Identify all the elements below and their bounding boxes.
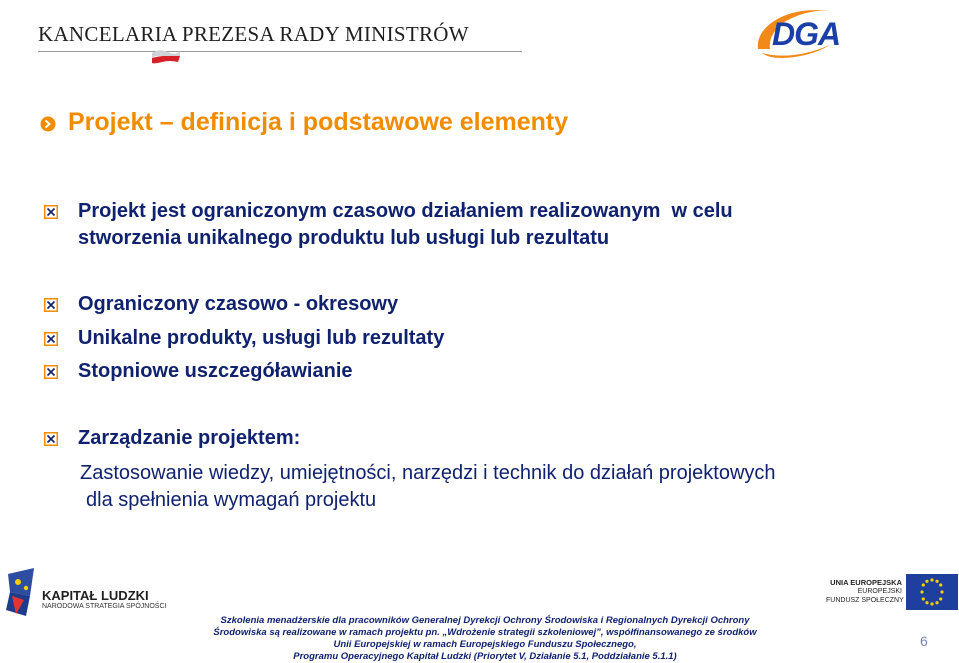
x-box-bullet-icon — [44, 432, 58, 446]
eu-line-1: UNIA EUROPEJSKA — [830, 578, 902, 587]
management-line-2: dla spełnienia wymagań projektu — [86, 489, 377, 511]
eu-efs-logo — [826, 574, 958, 612]
eu-line-3: FUNDUSZ SPOŁECZNY — [826, 597, 904, 604]
page-number: 6 — [920, 633, 928, 649]
org-title: KANCELARIA PREZESA RADY MINISTRÓW — [38, 22, 469, 46]
definition-line-1: Projekt jest ograniczonym czasowo działaniem realizowanym w celu — [78, 200, 733, 222]
footer-line-2: Środowiska są realizowane w ramach projektu pn. „Wdrożenie strategii szkoleniowej”, współfinansowanego ze środków — [213, 627, 757, 638]
x-box-bullet-icon — [44, 365, 58, 379]
footer-funding-note — [190, 615, 780, 663]
kapital-ludzki-subtitle: NARODOWA STRATEGIA SPÓJNOŚCI — [42, 603, 167, 610]
dga-logo-text: DGA — [772, 16, 841, 52]
eu-line-2: EUROPEJSKI — [857, 588, 902, 595]
footer-line-1: Szkolenia menadżerskie dla pracowników Generalnej Dyrekcji Ochrony Środowiska i Regionalnych Dyrekcji Ochrony — [220, 615, 750, 626]
x-box-bullet-icon — [44, 332, 58, 346]
feature-item: Unikalne produkty, usługi lub rezultaty — [78, 327, 445, 349]
management-heading: Zarządzanie projektem: — [78, 427, 301, 449]
eu-logo-text — [826, 578, 902, 605]
orange-chevron-bullet-icon — [40, 116, 56, 132]
management-line-1: Zastosowanie wiedzy, umiejętności, narzędzi i technik do działań projektowych — [80, 462, 776, 484]
footer-line-3: Unii Europejskiej w ramach Europejskiego Funduszu Społecznego, — [333, 639, 637, 650]
x-box-bullet-icon — [44, 298, 58, 312]
x-box-bullet-icon — [44, 205, 58, 219]
eu-flag-icon — [906, 574, 958, 610]
dga-logo — [752, 3, 848, 61]
definition-text — [78, 198, 733, 252]
header-divider — [38, 51, 522, 52]
kapital-ludzki-logo — [4, 566, 179, 626]
kapital-ludzki-emblem-icon — [4, 566, 40, 622]
footer-line-4: Programu Operacyjnego Kapitał Ludzki (Priorytet V, Działanie 5.1, Poddziałanie 5.1.1) — [293, 651, 677, 662]
polish-flag-icon — [150, 48, 182, 64]
kapital-ludzki-title: KAPITAŁ LUDZKI — [42, 588, 149, 603]
management-description — [80, 460, 776, 514]
feature-item: Ograniczony czasowo - okresowy — [78, 293, 399, 315]
definition-line-2: stworzenia unikalnego produktu lub usługi lub rezultatu — [78, 227, 610, 249]
slide-title: Projekt – definicja i podstawowe elementy — [68, 108, 569, 136]
feature-item: Stopniowe uszczegóławianie — [78, 360, 353, 382]
